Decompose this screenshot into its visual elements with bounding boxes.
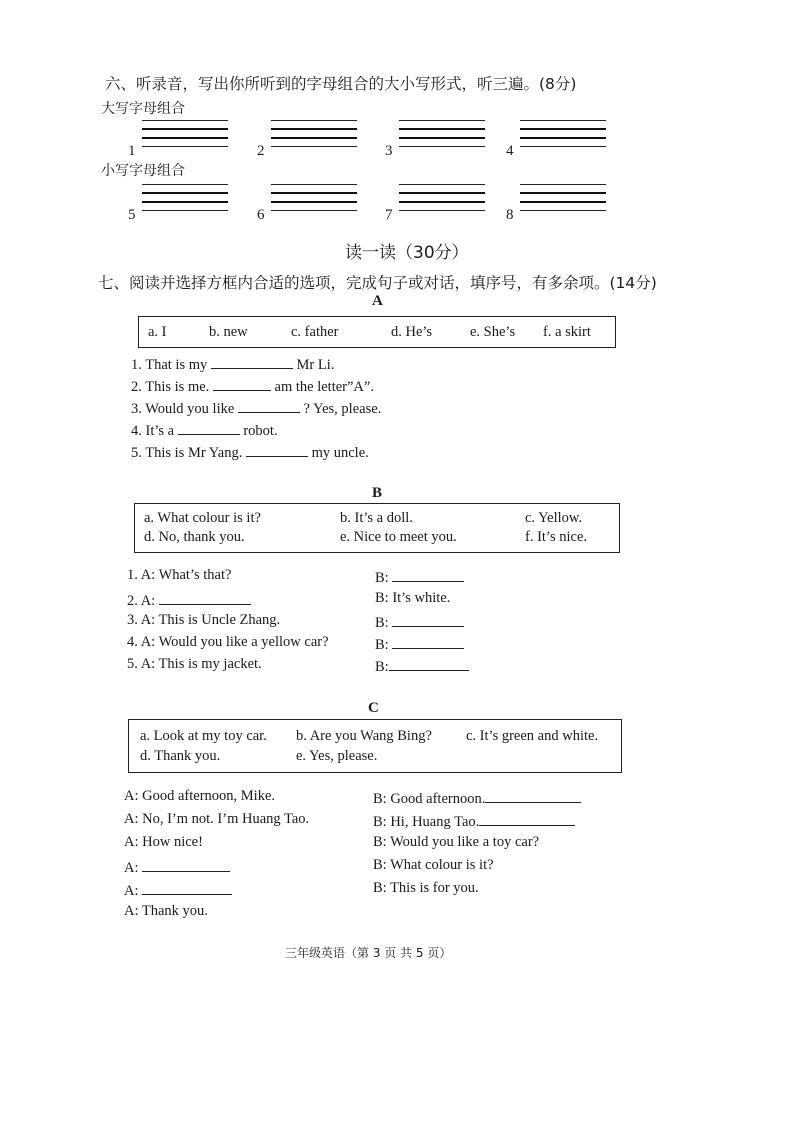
part-c-row-4-b: B: What colour is it? — [373, 857, 494, 873]
four-line-grid — [520, 120, 606, 154]
item-text: robot. — [243, 423, 278, 439]
option-a: a. Look at my toy car. — [140, 728, 267, 744]
options-box-b — [134, 503, 620, 553]
item-text: 4. It’s a — [131, 423, 175, 439]
option-b: b. new — [209, 324, 248, 340]
option-c: c. father — [291, 324, 339, 340]
item-text: my uncle. — [311, 445, 369, 461]
four-line-grid — [520, 184, 606, 218]
part-c-row-1-a: A: Good afternoon, Mike. — [124, 788, 276, 804]
part-c-row-3-a: A: How nice! — [124, 834, 203, 850]
item-number: 5 — [128, 207, 136, 223]
option-e: e. Yes, please. — [296, 748, 378, 764]
lowercase-label: 小写字母组合 — [101, 163, 185, 179]
item-number: 1 — [128, 143, 136, 159]
speaker-label: B: — [375, 659, 389, 675]
writing-lines-3[interactable] — [385, 120, 495, 159]
dialog-text: B: Good afternoon. — [373, 791, 486, 807]
option-c: c. Yellow. — [525, 510, 583, 526]
four-line-grid — [399, 120, 485, 154]
part-a-item-3 — [131, 398, 381, 418]
reading-section-title: 读一读（30分） — [345, 243, 469, 263]
writing-lines-2[interactable] — [257, 120, 367, 159]
part-a-item-4 — [131, 420, 278, 440]
part-c-row-2-b — [373, 811, 575, 831]
answer-blank[interactable] — [211, 354, 293, 369]
writing-lines-7[interactable] — [385, 184, 495, 223]
item-number: 7 — [385, 207, 393, 223]
item-text: Mr Li. — [296, 357, 335, 373]
writing-lines-1[interactable] — [128, 120, 238, 159]
four-line-grid — [399, 184, 485, 218]
part-b-row-5-b — [375, 656, 469, 676]
options-box-a — [138, 316, 616, 348]
answer-blank[interactable] — [246, 442, 308, 457]
answer-blank[interactable] — [142, 857, 230, 872]
part-c-label: C — [368, 700, 379, 716]
item-text: am the letter”A”. — [274, 379, 374, 395]
four-line-grid — [142, 184, 228, 218]
item-text: 5. This is Mr Yang. — [131, 445, 243, 461]
part-b-row-3-b — [375, 612, 464, 632]
item-number: 3 — [385, 143, 393, 159]
option-f: f. a skirt — [543, 324, 591, 340]
option-a: a. I — [148, 324, 167, 340]
part-c-row-2-a: A: No, I’m not. I’m Huang Tao. — [124, 811, 310, 827]
part-b-row-2-b: B: It’s white. — [375, 590, 451, 606]
part-c-row-6-a: A: Thank you. — [124, 903, 208, 919]
part-b-label: B — [372, 485, 383, 501]
part-b-row-1-a: 1. A: What’s that? — [127, 567, 232, 583]
answer-blank[interactable] — [213, 376, 271, 391]
options-box-c — [128, 719, 622, 773]
item-text: 2. This is me. — [131, 379, 210, 395]
speaker-label: B: — [375, 570, 389, 586]
writing-lines-6[interactable] — [257, 184, 367, 223]
part-c-row-1-b — [373, 788, 581, 808]
item-text: 3. Would you like — [131, 401, 235, 417]
dialog-text: B: Hi, Huang Tao. — [373, 814, 480, 830]
speaker-label: B: — [375, 637, 389, 653]
part-b-row-4-a: 4. A: Would you like a yellow car? — [127, 634, 329, 650]
part-c-row-5-b: B: This is for you. — [373, 880, 479, 896]
part-b-row-1-b — [375, 567, 464, 587]
part-a-item-1 — [131, 354, 334, 374]
part-c-row-4-a — [124, 857, 230, 877]
answer-blank[interactable] — [392, 567, 464, 582]
speaker-label: 2. A: — [127, 593, 156, 609]
option-d: d. Thank you. — [140, 748, 221, 764]
part-c-row-3-b: B: Would you like a toy car? — [373, 834, 540, 850]
answer-blank[interactable] — [238, 398, 300, 413]
speaker-label: A: — [124, 860, 139, 876]
speaker-label: B: — [375, 615, 389, 631]
item-number: 8 — [506, 207, 514, 223]
answer-blank[interactable] — [142, 880, 232, 895]
part-b-row-2-a — [127, 590, 251, 610]
speaker-label: A: — [124, 883, 139, 899]
page-footer: 三年级英语（第 3 页 共 5 页） — [285, 946, 452, 960]
item-number: 2 — [257, 143, 265, 159]
writing-lines-4[interactable] — [506, 120, 616, 159]
part-c-row-5-a — [124, 880, 232, 900]
uppercase-label: 大写字母组合 — [101, 101, 185, 117]
option-d: d. He’s — [391, 324, 433, 340]
answer-blank[interactable] — [389, 656, 469, 671]
answer-blank[interactable] — [479, 811, 575, 826]
item-number: 4 — [506, 143, 514, 159]
answer-blank[interactable] — [178, 420, 240, 435]
part-a-label: A — [372, 293, 383, 309]
option-d: d. No, thank you. — [144, 529, 245, 545]
answer-blank[interactable] — [485, 788, 581, 803]
option-e: e. She’s — [470, 324, 516, 340]
four-line-grid — [271, 120, 357, 154]
four-line-grid — [142, 120, 228, 154]
four-line-grid — [271, 184, 357, 218]
item-number: 6 — [257, 207, 265, 223]
part-b-row-5-a: 5. A: This is my jacket. — [127, 656, 262, 672]
option-f: f. It’s nice. — [525, 529, 588, 545]
writing-lines-5[interactable] — [128, 184, 238, 223]
answer-blank[interactable] — [392, 612, 464, 627]
answer-blank[interactable] — [392, 634, 464, 649]
option-b: b. Are you Wang Bing? — [296, 728, 432, 744]
part-b-row-4-b — [375, 634, 464, 654]
item-text: 1. That is my — [131, 357, 208, 373]
part-a-item-5 — [131, 442, 369, 462]
part-b-row-3-a: 3. A: This is Uncle Zhang. — [127, 612, 281, 628]
option-e: e. Nice to meet you. — [340, 529, 457, 545]
writing-lines-8[interactable] — [506, 184, 616, 223]
item-text: ? Yes, please. — [303, 401, 382, 417]
option-b: b. It’s a doll. — [340, 510, 413, 526]
option-c: c. It’s green and white. — [466, 728, 599, 744]
question-6-title: 六、听录音，写出你所听到的字母组合的大小写形式，听三遍。(8分) — [105, 75, 577, 93]
question-7-title: 七、阅读并选择方框内合适的选项，完成句子或对话，填序号，有多余项。(14分) — [98, 274, 657, 292]
option-a: a. What colour is it? — [144, 510, 261, 526]
part-a-item-2 — [131, 376, 374, 396]
answer-blank[interactable] — [159, 590, 251, 605]
